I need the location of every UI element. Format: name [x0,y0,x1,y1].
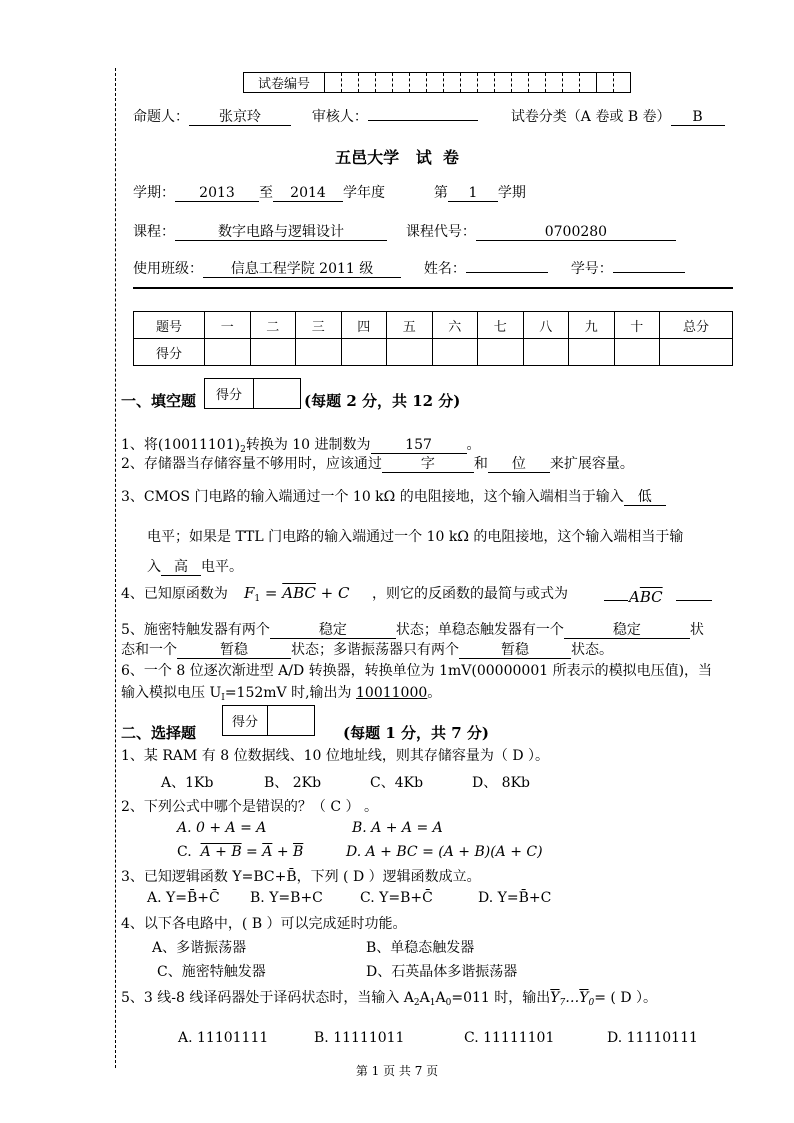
inverse-function: $A\overline{BC}$ [629,588,663,606]
s2-q5-opt-a: A. 11101111 [178,1030,269,1046]
section2-score-box: 得分 [222,705,315,736]
s2-q4: 4、以下各电路中，( B ）可以完成延时功能。 [121,916,407,932]
s1-q5: 5、施密特触发器有两个 稳定 状态；单稳态触发器有一个 稳定 状 [121,622,704,638]
course-name: 数字电路与逻辑设计 [175,224,387,241]
s2-q3-opt-c: C. Y=B+C̄ [360,890,433,906]
course-code: 0700280 [476,224,676,241]
s2-q2-opt-b: B. A + A = A [352,820,443,836]
s2-q3-opt-b: B. Y=B+C [250,890,323,906]
s1-q4-b: ，则它的反函数的最简与或式为 [372,586,568,602]
s2-q5: 5、3 线-8 线译码器处于译码状态时，当输入 $A_2A_1A_0=011$ 时，输出$\overline{Y}_7\dots\overline{Y}_0=$ ( D ）。 [121,990,658,1008]
s1-q6-cont: 输入模拟电压 $U_I=152mV$ 时,输出为 10011000。 [121,685,442,703]
class-line: 使用班级： 信息工程学院 2011 级 姓名： 学号： [133,258,685,278]
s1-q6: 6、一个 8 位逐次渐进型 A/D 转换器，转换单位为 1mV(00000001 所表示的模拟电压值)，当 [121,663,713,679]
proposer-line: 命题人： 张京玲 审核人： 试卷分类（A 卷或 B 卷） B [133,106,725,126]
paper-type-field[interactable]: B [671,109,725,126]
s2-q2-opt-d: D. A + BC = (A + B)(A + C) [346,844,543,860]
s1-q3-cont: 电平；如果是 TTL 门电路的输入端通过一个 10 kΩ 的电阻接地，这个输入端相当于输 [147,529,684,545]
section1-score-box: 得分 [204,378,301,409]
section1-points: (每题 2 分，共 12 分) [304,392,461,410]
s2-q1-opt-c: C、4Kb [370,775,424,791]
year-to: 2014 [273,185,343,202]
s2-q1-opt-d: D、 8Kb [472,775,531,791]
original-function: $F_1$ = ABC + C [244,584,350,604]
s2-q5-opt-d: D. 11110111 [607,1030,698,1046]
s2-q3-opt-a: A. Y=B̄+C̄ [147,890,220,906]
binding-line [115,68,116,1068]
s1-q4: 4、已知原函数为 [121,586,228,602]
s2-q5-opt-c: C. 11111101 [464,1030,555,1046]
student-id-field[interactable] [613,272,685,273]
s2-q1-opt-a: A、1Kb [161,775,214,791]
score-table: 题号 一 二 三 四 五 六 七 八 九 十 总分 得分 [133,311,733,366]
s2-q1-opt-b: B、 2Kb [264,775,322,791]
s1-q3-cont2: 入 高 电平。 [147,559,243,575]
term-line: 学期： 2013 至 2014 学年度 第 1 学期 [133,185,526,201]
exam-title: 五邑大学 试 卷 [335,148,459,167]
score-cell[interactable] [205,339,251,366]
s1-q1: 1、将$(10011101)_2$转换为 10 进制数为 157 。 [121,437,481,455]
s2-q1: 1、某 RAM 有 8 位数据线、10 位地址线，则其存储容量为（ D ）。 [121,748,549,764]
course-line: 课程： 数字电路与逻辑设计 课程代号： 0700280 [133,221,676,241]
s1-q3: 3、CMOS 门电路的输入端通过一个 10 kΩ 的电阻接地，这个输入端相当于输入 低 [121,486,666,506]
header-rule [133,287,733,289]
s2-q2: 2、下列公式中哪个是错误的？（ C ） 。 [121,799,378,815]
paper-code-table [243,72,631,93]
s2-q3: 3、已知逻辑函数 Y=BC+B̄，下列 ( D ）逻辑函数成立。 [121,869,481,885]
reviewer-field[interactable] [368,120,478,121]
semester: 1 [448,185,498,202]
proposer-field[interactable]: 张京玲 [189,109,291,126]
year-from: 2013 [175,185,259,202]
s2-q2-opt-c: C. $A + B = \overline{A} + \overline{B}$ [177,844,304,860]
page-footer: 第 1 页 共 7 页 [355,1064,439,1078]
section2-points: (每题 1 分，共 7 分) [343,724,489,742]
s2-q4-opt-c: C、施密特触发器 [157,964,266,980]
s2-q4-opt-b: B、单稳态触发器 [366,940,475,956]
s2-q3-opt-d: D. Y=B̄+C [478,890,552,906]
name-field[interactable] [466,272,548,273]
s2-q4-opt-d: D、石英晶体多谐振荡器 [366,964,518,980]
s2-q5-opt-b: B. 11111011 [314,1030,405,1046]
section2-title: 二、选择题 [121,724,197,742]
paper-code-label: 试卷编号 [244,73,325,93]
s1-q5-cont: 态和一个 暂稳 状态；多谐振荡器只有两个 暂稳 状态。 [121,642,613,658]
class-field: 信息工程学院 2011 级 [203,261,401,278]
s2-q4-opt-a: A、多谐振荡器 [152,940,247,956]
section1-title: 一、填空题 [121,392,197,410]
s2-q2-opt-a: A. 0 + A = A [177,820,267,836]
s1-q2: 2、存储器当存储容量不够用时，应该通过 字 和 位 来扩展容量。 [121,456,634,472]
